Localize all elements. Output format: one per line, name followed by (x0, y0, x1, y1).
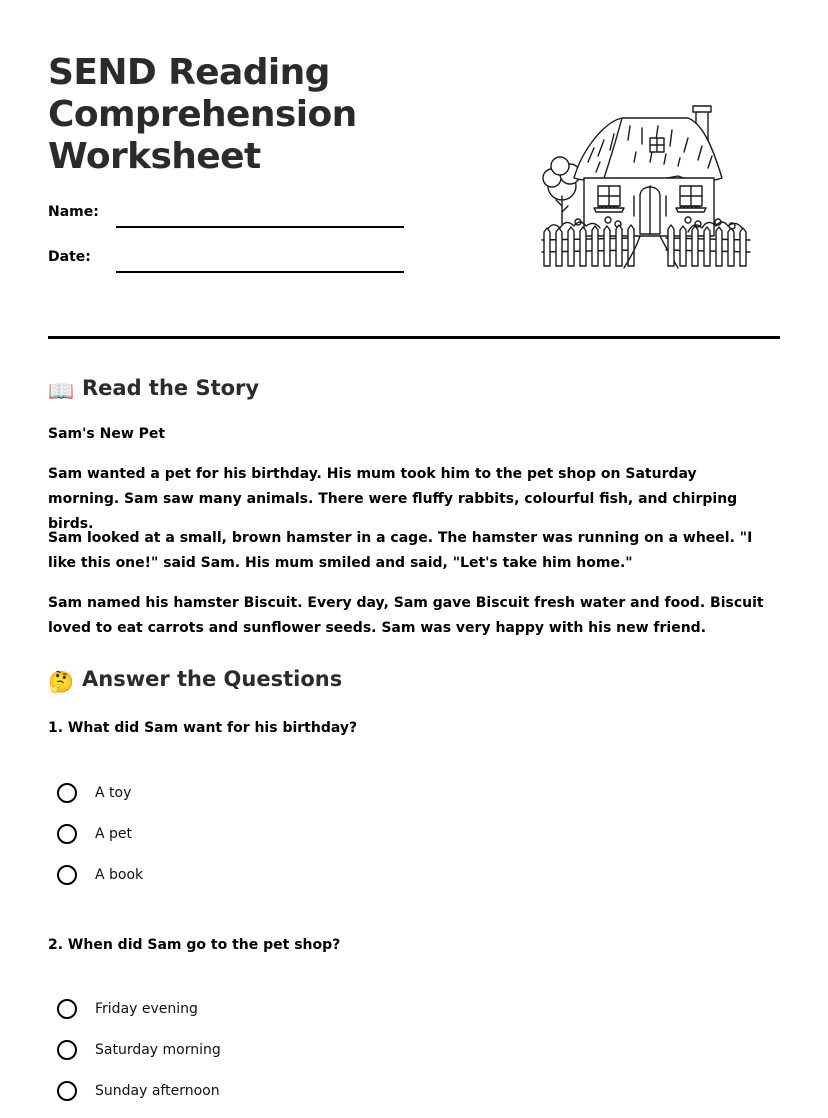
story-paragraph-3: Sam named his hamster Biscuit. Every day, Sam gave Biscuit fresh water and food. Biscuit loved to eat carrots and sunflower seeds. Sam was very happy with his new friend. (48, 595, 764, 636)
option-label: Sunday afternoon (95, 1083, 220, 1099)
question-1-option-2[interactable] (57, 823, 357, 849)
radio-button[interactable] (57, 999, 77, 1019)
story-title: Sam's New Pet (48, 426, 166, 442)
question-2-option-3[interactable] (57, 1080, 357, 1106)
date-write-line[interactable] (116, 271, 404, 273)
thinking-face-icon: 🤔 (48, 670, 75, 694)
option-label: Friday evening (95, 1001, 198, 1017)
question-1: 1. What did Sam want for his birthday? (48, 720, 358, 736)
question-2: 2. When did Sam go to the pet shop? (48, 937, 341, 953)
questions-heading-text: Answer the Questions (82, 667, 343, 691)
radio-button[interactable] (57, 824, 77, 844)
question-2-option-1[interactable] (57, 998, 357, 1024)
open-book-icon: 📖 (48, 379, 75, 403)
story-section-heading (48, 374, 259, 405)
option-label: Saturday morning (95, 1042, 221, 1058)
cottage-illustration (538, 100, 754, 270)
radio-button[interactable] (57, 1081, 77, 1101)
name-write-line[interactable] (116, 226, 404, 228)
questions-section-heading (48, 665, 342, 696)
radio-button[interactable] (57, 783, 77, 803)
question-1-option-1[interactable] (57, 782, 357, 808)
name-label: Name: (48, 204, 99, 220)
story-paragraph-1: Sam wanted a pet for his birthday. His mum took him to the pet shop on Saturday morning. Sam saw many animals. There were fluffy rabbits, colourful fish, and chirping birds. (48, 466, 738, 532)
radio-button[interactable] (57, 1040, 77, 1060)
option-label: A pet (95, 826, 133, 842)
story-paragraph-2: Sam looked at a small, brown hamster in a cage. The hamster was running on a wheel. "I like this one!" said Sam. His mum smiled and said, "Let's take him home." (48, 530, 753, 571)
worksheet-title: SEND Reading Comprehension Worksheet (48, 52, 357, 177)
story-heading-text: Read the Story (82, 376, 260, 400)
question-2-option-2[interactable] (57, 1039, 357, 1065)
option-label: A toy (95, 785, 132, 801)
option-label: A book (95, 867, 144, 883)
header-divider (48, 336, 780, 339)
question-1-option-3[interactable] (57, 864, 357, 890)
name-field[interactable] (48, 202, 408, 232)
radio-button[interactable] (57, 865, 77, 885)
date-field[interactable] (48, 247, 408, 277)
date-label: Date: (48, 249, 91, 265)
